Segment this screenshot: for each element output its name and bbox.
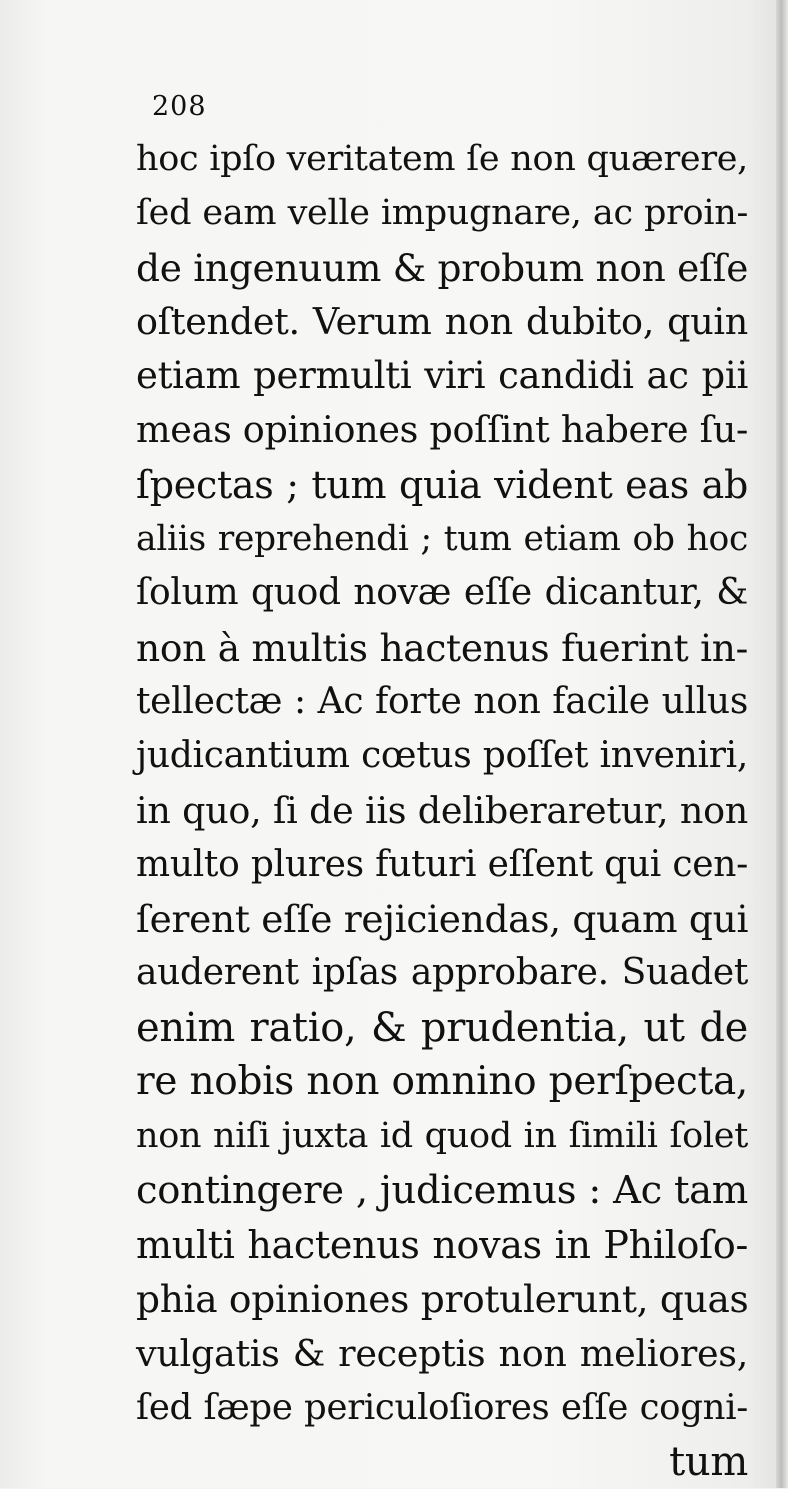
text-line: enim ratio, & prudentia, ut de xyxy=(136,1004,748,1051)
catchword: tum xyxy=(669,1439,748,1486)
text-line: multi hactenus novas in Philoſo- xyxy=(136,1222,748,1267)
body-text xyxy=(136,132,748,1489)
text-line: phia opiniones protulerunt, quas xyxy=(136,1277,749,1322)
page-number: 208 xyxy=(152,91,207,122)
text-line: ſed ſæpe periculoſiores eſſe cogni- xyxy=(136,1386,748,1428)
text-line: multo plures futuri eſſent qui cen- xyxy=(136,843,748,885)
text-line: ſolum quod novæ eſſe dicantur, & xyxy=(136,572,748,614)
text-line: oſtendet. Verum non dubito, quin xyxy=(136,299,748,343)
text-line: aliis reprehendi ; tum etiam ob hoc xyxy=(136,519,748,560)
text-line: etiam permulti viri candidi ac pii xyxy=(136,354,748,398)
text-line: ſed eam velle impugnare, ac proin- xyxy=(136,193,748,234)
text-line: contingere , judicemus : Ac tam xyxy=(136,1167,748,1213)
text-line: tellectæ : Ac forte non facile ullus xyxy=(136,680,748,722)
text-line: re nobis non omnino perſpecta, xyxy=(136,1059,748,1105)
text-line: in quo, ſi de iis deliberaretur, non xyxy=(136,788,748,832)
text-line: vulgatis & receptis non meliores, xyxy=(136,1331,748,1375)
text-line: meas opiniones poſſint habere ſu- xyxy=(136,408,749,452)
text-line: non à multis hactenus fuerint in- xyxy=(136,625,748,670)
text-line: hoc ipſo veritatem ſe non quærere, xyxy=(136,139,748,179)
text-line: non niſi juxta id quod in ſimili ſolet xyxy=(136,1116,748,1157)
text-line: ſpectas ; tum quia vident eas ab xyxy=(136,462,748,507)
page-edge xyxy=(776,0,788,1488)
text-line: de ingenuum & probum non eſſe xyxy=(136,245,749,290)
text-line: judicantium cœtus poſſet inveniri, xyxy=(136,735,748,777)
text-line: ſerent eſſe rejiciendas, quam qui xyxy=(136,897,749,942)
text-line: auderent ipſas approbare. Suadet xyxy=(136,952,748,994)
